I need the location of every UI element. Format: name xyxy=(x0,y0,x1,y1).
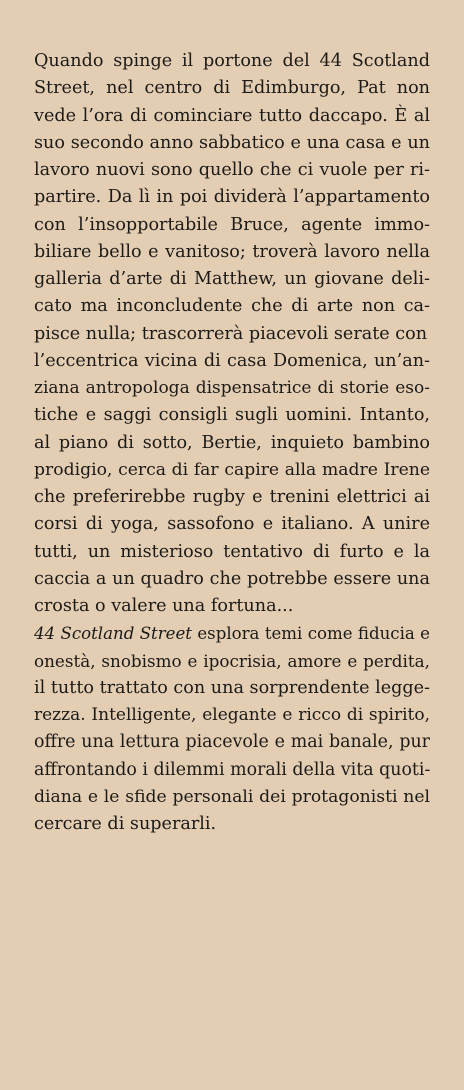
text-line: galleria d’arte di Matthew, un giovane deli- xyxy=(34,269,430,289)
text-line: che preferirebbe rugby e trenini elettrici ai xyxy=(34,487,430,507)
text-line: rezza. Intelligente, elegante e ricco di spirito, xyxy=(34,705,430,725)
blurb-paragraph-2 xyxy=(34,620,430,838)
book-title-italic: 44 Scotland Street xyxy=(34,624,192,644)
text-line: diana e le sfide personali dei protagonisti nel xyxy=(34,786,430,807)
text-line-rest: esplora temi come fiducia e xyxy=(191,624,431,644)
text-line: con l’insopportabile Bruce, agente immo- xyxy=(34,214,430,235)
text-line: corsi di yoga, sassofono e italiano. A unire xyxy=(34,514,430,535)
text-line: il tutto trattato con una sorprendente legge- xyxy=(34,677,430,698)
text-line: Quando spinge il portone del 44 Scotland xyxy=(34,51,430,71)
text-line: caccia a un quadro che potrebbe essere una xyxy=(34,568,430,589)
text-line: onestà, snobismo e ipocrisia, amore e perdita, xyxy=(34,650,430,671)
text-line: cercare di superarli. xyxy=(34,814,217,834)
text-line: prodigio, cerca di far capire alla madre Irene xyxy=(34,459,430,480)
text-line: suo secondo anno sabbatico e una casa e un xyxy=(34,132,430,153)
text-line: biliare bello e vanitoso; troverà lavoro nella xyxy=(34,241,430,262)
text-line: tutti, un misterioso tentativo di furto e la xyxy=(34,541,430,562)
blurb-text xyxy=(34,48,430,838)
text-line: affrontando i dilemmi morali della vita quoti- xyxy=(34,759,431,780)
text-line xyxy=(34,620,430,647)
text-line: partire. Da lì in poi dividerà l’appartamento xyxy=(34,187,430,208)
text-line: al piano di sotto, Bertie, inquieto bambino xyxy=(34,432,430,453)
text-line: l’eccentrica vicina di casa Domenica, un’an- xyxy=(34,350,430,371)
text-line: cato ma inconcludente che di arte non ca- xyxy=(34,296,430,317)
text-line: Street, nel centro di Edimburgo, Pat non xyxy=(34,78,430,99)
text-line: lavoro nuovi sono quello che ci vuole per ri- xyxy=(34,160,430,180)
text-line: ziana antropologa dispensatrice di storie eso- xyxy=(34,378,430,398)
text-line: tiche e saggi consigli sugli uomini. Intanto, xyxy=(34,405,430,426)
blurb-paragraph-1 xyxy=(34,48,430,620)
text-line: offre una lettura piacevole e mai banale, pur xyxy=(34,732,430,753)
text-line: vede l’ora di cominciare tutto daccapo. È al xyxy=(34,105,430,126)
text-line: crosta o valere una fortuna... xyxy=(34,596,294,616)
text-line: pisce nulla; trascorrerà piacevoli serate con xyxy=(34,323,428,344)
